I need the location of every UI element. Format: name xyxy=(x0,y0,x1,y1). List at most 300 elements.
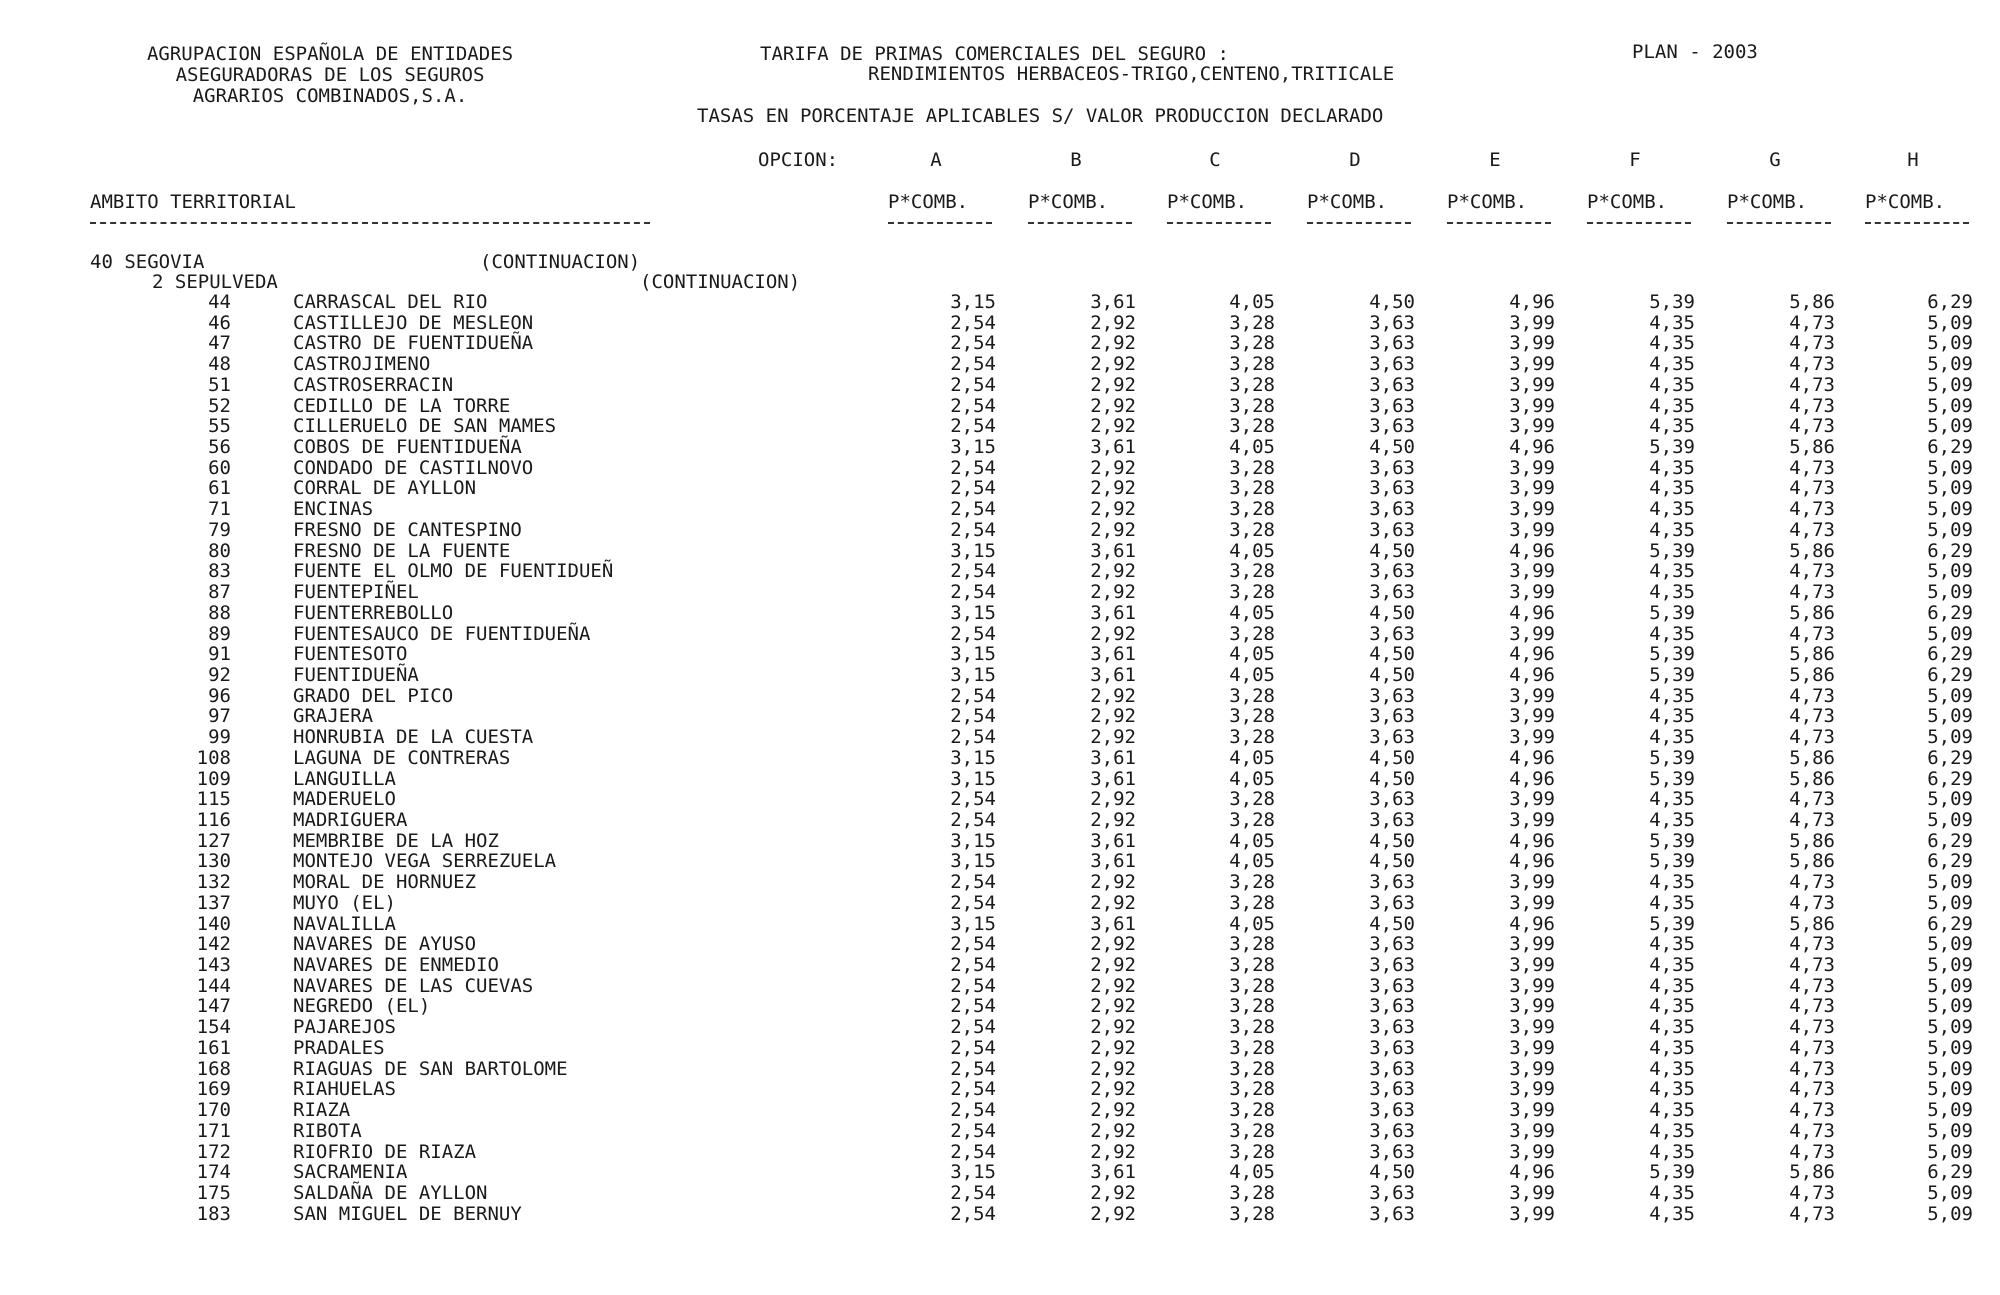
rate-e: 3,99 xyxy=(1509,1140,1555,1163)
column-header-b: P*COMB. xyxy=(1028,191,1109,213)
rate-d: 3,63 xyxy=(1369,456,1415,479)
rate-c: 3,28 xyxy=(1229,581,1275,604)
rate-h: 5,09 xyxy=(1927,705,1973,728)
municipality-code: 116 xyxy=(196,809,231,831)
municipality-name: NAVARES DE AYUSO xyxy=(293,933,477,956)
rate-g: 4,73 xyxy=(1789,705,1835,728)
municipality-code: 143 xyxy=(196,954,231,977)
rate-e: 4,96 xyxy=(1509,643,1555,666)
municipality-code: 115 xyxy=(196,788,231,811)
rate-a: 3,15 xyxy=(950,436,996,459)
rate-b: 3,61 xyxy=(1090,643,1136,666)
rate-d: 3,63 xyxy=(1369,891,1415,914)
table-row xyxy=(0,1079,2000,1099)
table-row xyxy=(0,1204,2000,1224)
rate-d: 3,63 xyxy=(1369,726,1415,749)
table-row xyxy=(0,313,2000,333)
municipality-code: 170 xyxy=(196,1099,231,1122)
rate-f: 5,39 xyxy=(1649,643,1695,666)
table-row xyxy=(0,893,2000,913)
rate-h: 5,09 xyxy=(1927,1057,1973,1080)
rate-c: 3,28 xyxy=(1229,394,1275,417)
plan-year: PLAN - 2003 xyxy=(1632,41,1758,63)
rate-b: 2,92 xyxy=(1090,809,1136,831)
rate-d: 3,63 xyxy=(1369,705,1415,728)
column-underline-e xyxy=(1447,222,1551,224)
rate-f: 4,35 xyxy=(1649,788,1695,811)
rate-d: 3,63 xyxy=(1369,415,1415,438)
rate-b: 2,92 xyxy=(1090,373,1136,396)
rate-g: 4,73 xyxy=(1789,726,1835,749)
rate-e: 4,96 xyxy=(1509,291,1555,313)
rate-f: 4,35 xyxy=(1649,995,1695,1018)
rate-h: 5,09 xyxy=(1927,684,1973,707)
table-row xyxy=(0,478,2000,498)
column-underline-b xyxy=(1028,222,1132,224)
municipality-name: RIAHUELAS xyxy=(293,1078,396,1101)
rate-a: 2,54 xyxy=(950,788,996,811)
rate-a: 2,54 xyxy=(950,1099,996,1122)
table-row xyxy=(0,333,2000,353)
table-row xyxy=(0,375,2000,395)
municipality-name: PAJAREJOS xyxy=(293,1016,396,1039)
table-row xyxy=(0,520,2000,540)
rate-f: 4,35 xyxy=(1649,809,1695,831)
table-row xyxy=(0,748,2000,768)
rate-b: 2,92 xyxy=(1090,995,1136,1018)
rate-c: 4,05 xyxy=(1229,436,1275,459)
rate-b: 2,92 xyxy=(1090,498,1136,521)
rate-g: 4,73 xyxy=(1789,954,1835,977)
rate-c: 3,28 xyxy=(1229,1181,1275,1204)
rate-f: 4,35 xyxy=(1649,705,1695,728)
municipality-name: NAVALILLA xyxy=(293,912,396,935)
rate-e: 3,99 xyxy=(1509,1119,1555,1142)
rate-g: 4,73 xyxy=(1789,1181,1835,1204)
municipality-code: 80 xyxy=(208,539,231,562)
rate-a: 2,54 xyxy=(950,518,996,541)
table-row xyxy=(0,1017,2000,1037)
rate-b: 3,61 xyxy=(1090,1161,1136,1184)
rate-h: 5,09 xyxy=(1927,891,1973,914)
rate-d: 4,50 xyxy=(1369,291,1415,313)
rate-d: 4,50 xyxy=(1369,601,1415,624)
municipality-name: SAN MIGUEL DE BERNUY xyxy=(293,1202,522,1225)
rate-h: 5,09 xyxy=(1927,995,1973,1018)
rate-d: 3,63 xyxy=(1369,974,1415,997)
rate-f: 5,39 xyxy=(1649,912,1695,935)
rate-d: 3,63 xyxy=(1369,995,1415,1018)
rate-f: 5,39 xyxy=(1649,829,1695,852)
rate-d: 3,63 xyxy=(1369,311,1415,334)
rate-g: 4,73 xyxy=(1789,622,1835,645)
rate-h: 5,09 xyxy=(1927,477,1973,500)
scope-underline xyxy=(90,222,650,224)
rate-e: 4,96 xyxy=(1509,663,1555,686)
rate-h: 6,29 xyxy=(1927,539,1973,562)
rate-e: 4,96 xyxy=(1509,912,1555,935)
table-row xyxy=(0,1121,2000,1141)
rate-c: 3,28 xyxy=(1229,954,1275,977)
rate-a: 2,54 xyxy=(950,1057,996,1080)
rate-b: 2,92 xyxy=(1090,1036,1136,1059)
rate-h: 5,09 xyxy=(1927,1099,1973,1122)
rate-d: 4,50 xyxy=(1369,539,1415,562)
rate-h: 6,29 xyxy=(1927,643,1973,666)
rate-f: 5,39 xyxy=(1649,291,1695,313)
rate-e: 3,99 xyxy=(1509,1036,1555,1059)
rate-h: 5,09 xyxy=(1927,1140,1973,1163)
rate-h: 5,09 xyxy=(1927,498,1973,521)
rate-a: 2,54 xyxy=(950,311,996,334)
rate-f: 4,35 xyxy=(1649,622,1695,645)
rate-b: 3,61 xyxy=(1090,601,1136,624)
municipality-name: MORAL DE HORNUEZ xyxy=(293,871,477,894)
rate-c: 3,28 xyxy=(1229,891,1275,914)
rate-f: 4,35 xyxy=(1649,954,1695,977)
municipality-name: SACRAMENIA xyxy=(293,1161,408,1184)
municipality-code: 55 xyxy=(208,415,231,438)
municipality-name: RIAZA xyxy=(293,1099,351,1122)
rate-h: 5,09 xyxy=(1927,373,1973,396)
rate-g: 5,86 xyxy=(1789,291,1835,313)
rate-b: 2,92 xyxy=(1090,1119,1136,1142)
rate-e: 3,99 xyxy=(1509,933,1555,956)
rate-h: 5,09 xyxy=(1927,1078,1973,1101)
scope-label: AMBITO TERRITORIAL xyxy=(90,191,296,213)
municipality-name: MONTEJO VEGA SERREZUELA xyxy=(293,850,557,873)
rate-b: 2,92 xyxy=(1090,1181,1136,1204)
rate-c: 3,28 xyxy=(1229,311,1275,334)
rate-c: 3,28 xyxy=(1229,705,1275,728)
rate-b: 2,92 xyxy=(1090,622,1136,645)
rate-e: 3,99 xyxy=(1509,809,1555,831)
rate-g: 4,73 xyxy=(1789,809,1835,831)
rate-d: 3,63 xyxy=(1369,809,1415,831)
rate-g: 4,73 xyxy=(1789,871,1835,894)
municipality-name: CILLERUELO DE SAN MAMES xyxy=(293,415,557,438)
rate-g: 4,73 xyxy=(1789,974,1835,997)
municipality-code: 169 xyxy=(196,1078,231,1101)
option-a: A xyxy=(930,149,942,171)
rate-e: 4,96 xyxy=(1509,746,1555,769)
municipality-name: SALDAÑA DE AYLLON xyxy=(293,1181,488,1204)
municipality-name: RIBOTA xyxy=(293,1119,362,1142)
municipality-code: 183 xyxy=(196,1202,231,1225)
table-row xyxy=(0,996,2000,1016)
table-row xyxy=(0,603,2000,623)
rate-g: 4,73 xyxy=(1789,1099,1835,1122)
rate-c: 3,28 xyxy=(1229,1036,1275,1059)
municipality-code: 109 xyxy=(196,767,231,790)
table-row xyxy=(0,1162,2000,1182)
table-row xyxy=(0,396,2000,416)
rate-c: 3,28 xyxy=(1229,871,1275,894)
municipality-code: 142 xyxy=(196,933,231,956)
table-row xyxy=(0,934,2000,954)
rate-g: 5,86 xyxy=(1789,767,1835,790)
municipality-name: RIAGUAS DE SAN BARTOLOME xyxy=(293,1057,568,1080)
rate-c: 4,05 xyxy=(1229,663,1275,686)
rate-g: 4,73 xyxy=(1789,788,1835,811)
rate-h: 5,09 xyxy=(1927,581,1973,604)
rate-a: 2,54 xyxy=(950,1202,996,1225)
rate-b: 3,61 xyxy=(1090,829,1136,852)
table-row xyxy=(0,1038,2000,1058)
rate-a: 3,15 xyxy=(950,829,996,852)
rate-f: 4,35 xyxy=(1649,1140,1695,1163)
rate-f: 4,35 xyxy=(1649,891,1695,914)
rate-a: 3,15 xyxy=(950,539,996,562)
column-header-a: P*COMB. xyxy=(888,191,969,213)
municipality-code: 140 xyxy=(196,912,231,935)
rate-e: 3,99 xyxy=(1509,684,1555,707)
rate-g: 4,73 xyxy=(1789,995,1835,1018)
option-f: F xyxy=(1629,149,1641,171)
rate-a: 2,54 xyxy=(950,477,996,500)
municipality-name: CASTRO DE FUENTIDUEÑA xyxy=(293,332,534,355)
rate-e: 3,99 xyxy=(1509,373,1555,396)
municipality-name: CASTROJIMENO xyxy=(293,353,431,376)
rate-c: 4,05 xyxy=(1229,643,1275,666)
rate-b: 3,61 xyxy=(1090,291,1136,313)
rate-c: 3,28 xyxy=(1229,788,1275,811)
rate-a: 3,15 xyxy=(950,746,996,769)
rate-d: 4,50 xyxy=(1369,829,1415,852)
rate-a: 2,54 xyxy=(950,995,996,1018)
rate-a: 3,15 xyxy=(950,912,996,935)
municipality-name: MUYO (EL) xyxy=(293,891,396,914)
rate-b: 2,92 xyxy=(1090,871,1136,894)
rate-g: 4,73 xyxy=(1789,1078,1835,1101)
rate-h: 5,09 xyxy=(1927,809,1973,831)
rate-c: 3,28 xyxy=(1229,332,1275,355)
rate-h: 6,29 xyxy=(1927,601,1973,624)
rate-b: 2,92 xyxy=(1090,394,1136,417)
rate-c: 3,28 xyxy=(1229,353,1275,376)
municipality-code: 89 xyxy=(208,622,231,645)
rate-e: 3,99 xyxy=(1509,871,1555,894)
rate-h: 5,09 xyxy=(1927,560,1973,583)
municipality-code: 87 xyxy=(208,581,231,604)
rate-g: 4,73 xyxy=(1789,1016,1835,1039)
rate-c: 3,28 xyxy=(1229,726,1275,749)
rate-b: 2,92 xyxy=(1090,726,1136,749)
rate-h: 5,09 xyxy=(1927,954,1973,977)
rate-c: 4,05 xyxy=(1229,829,1275,852)
rate-a: 2,54 xyxy=(950,581,996,604)
rate-d: 3,63 xyxy=(1369,560,1415,583)
column-header-e: P*COMB. xyxy=(1447,191,1528,213)
municipality-code: 92 xyxy=(208,663,231,686)
rate-b: 2,92 xyxy=(1090,518,1136,541)
rate-e: 3,99 xyxy=(1509,332,1555,355)
rate-a: 2,54 xyxy=(950,1078,996,1101)
municipality-name: HONRUBIA DE LA CUESTA xyxy=(293,726,534,749)
municipality-code: 175 xyxy=(196,1181,231,1204)
column-underline-g xyxy=(1727,222,1831,224)
column-underline-h xyxy=(1865,222,1969,224)
rate-d: 3,63 xyxy=(1369,518,1415,541)
municipality-code: 137 xyxy=(196,891,231,914)
rate-h: 6,29 xyxy=(1927,829,1973,852)
rate-c: 3,28 xyxy=(1229,477,1275,500)
rate-c: 3,28 xyxy=(1229,933,1275,956)
municipality-code: 171 xyxy=(196,1119,231,1142)
table-row xyxy=(0,561,2000,581)
municipality-name: FUENTESOTO xyxy=(293,643,408,666)
rate-c: 3,28 xyxy=(1229,498,1275,521)
rate-b: 2,92 xyxy=(1090,560,1136,583)
municipality-code: 154 xyxy=(196,1016,231,1039)
rate-a: 2,54 xyxy=(950,705,996,728)
rate-a: 2,54 xyxy=(950,456,996,479)
table-row xyxy=(0,582,2000,602)
rate-g: 5,86 xyxy=(1789,829,1835,852)
rate-h: 6,29 xyxy=(1927,767,1973,790)
rate-a: 2,54 xyxy=(950,891,996,914)
rate-f: 4,35 xyxy=(1649,974,1695,997)
rate-d: 3,63 xyxy=(1369,684,1415,707)
rate-d: 3,63 xyxy=(1369,373,1415,396)
rate-d: 3,63 xyxy=(1369,1202,1415,1225)
option-d: D xyxy=(1349,149,1361,171)
municipality-name: FRESNO DE CANTESPINO xyxy=(293,518,522,541)
rate-e: 3,99 xyxy=(1509,394,1555,417)
municipality-code: 172 xyxy=(196,1140,231,1163)
rate-g: 5,86 xyxy=(1789,746,1835,769)
rate-f: 4,35 xyxy=(1649,1202,1695,1225)
rate-f: 5,39 xyxy=(1649,767,1695,790)
company-name-line-2: ASEGURADORAS DE LOS SEGUROS xyxy=(175,64,485,86)
rate-f: 4,35 xyxy=(1649,353,1695,376)
rate-d: 3,63 xyxy=(1369,353,1415,376)
rate-d: 3,63 xyxy=(1369,477,1415,500)
rate-e: 3,99 xyxy=(1509,498,1555,521)
rate-c: 3,28 xyxy=(1229,1099,1275,1122)
rate-d: 3,63 xyxy=(1369,622,1415,645)
rate-h: 5,09 xyxy=(1927,1016,1973,1039)
rate-e: 4,96 xyxy=(1509,829,1555,852)
rate-f: 4,35 xyxy=(1649,726,1695,749)
municipality-name: CONDADO DE CASTILNOVO xyxy=(293,456,534,479)
rate-f: 5,39 xyxy=(1649,436,1695,459)
rate-g: 4,73 xyxy=(1789,581,1835,604)
municipality-name: CORRAL DE AYLLON xyxy=(293,477,477,500)
rate-f: 4,35 xyxy=(1649,1057,1695,1080)
rate-b: 2,92 xyxy=(1090,933,1136,956)
rate-f: 5,39 xyxy=(1649,601,1695,624)
table-row xyxy=(0,1100,2000,1120)
rate-d: 3,63 xyxy=(1369,1057,1415,1080)
municipality-code: 71 xyxy=(208,498,231,521)
rate-a: 3,15 xyxy=(950,767,996,790)
municipality-name: MADRIGUERA xyxy=(293,809,408,831)
rate-g: 4,73 xyxy=(1789,353,1835,376)
rate-h: 5,09 xyxy=(1927,394,1973,417)
rate-g: 4,73 xyxy=(1789,456,1835,479)
municipality-code: 168 xyxy=(196,1057,231,1080)
municipality-name: GRADO DEL PICO xyxy=(293,684,454,707)
rate-h: 5,09 xyxy=(1927,456,1973,479)
municipality-code: 96 xyxy=(208,684,231,707)
rate-c: 3,28 xyxy=(1229,456,1275,479)
rate-d: 4,50 xyxy=(1369,912,1415,935)
rate-g: 4,73 xyxy=(1789,1119,1835,1142)
municipality-name: FUENTE EL OLMO DE FUENTIDUEÑ xyxy=(293,560,614,583)
municipality-name: MADERUELO xyxy=(293,788,396,811)
rate-e: 3,99 xyxy=(1509,1016,1555,1039)
table-row xyxy=(0,292,2000,312)
rate-c: 3,28 xyxy=(1229,1078,1275,1101)
rate-d: 3,63 xyxy=(1369,954,1415,977)
table-row xyxy=(0,644,2000,664)
rate-f: 4,35 xyxy=(1649,871,1695,894)
rate-d: 4,50 xyxy=(1369,643,1415,666)
column-underline-a xyxy=(888,222,992,224)
municipality-code: 174 xyxy=(196,1161,231,1184)
municipality-code: 79 xyxy=(208,518,231,541)
rate-g: 4,73 xyxy=(1789,477,1835,500)
rate-a: 3,15 xyxy=(950,663,996,686)
rate-f: 4,35 xyxy=(1649,1099,1695,1122)
column-header-d: P*COMB. xyxy=(1307,191,1388,213)
rate-f: 4,35 xyxy=(1649,518,1695,541)
rate-g: 4,73 xyxy=(1789,332,1835,355)
rate-g: 5,86 xyxy=(1789,539,1835,562)
rate-h: 5,09 xyxy=(1927,353,1973,376)
rate-f: 4,35 xyxy=(1649,933,1695,956)
rate-b: 2,92 xyxy=(1090,788,1136,811)
rate-e: 4,96 xyxy=(1509,436,1555,459)
option-g: G xyxy=(1769,149,1781,171)
rate-c: 3,28 xyxy=(1229,415,1275,438)
table-row xyxy=(0,810,2000,830)
rate-d: 3,63 xyxy=(1369,933,1415,956)
municipality-name: LAGUNA DE CONTRERAS xyxy=(293,746,511,769)
comarca-heading: 2 SEPULVEDA xyxy=(152,271,278,293)
rate-h: 5,09 xyxy=(1927,1119,1973,1142)
rate-c: 3,28 xyxy=(1229,1140,1275,1163)
rate-e: 3,99 xyxy=(1509,705,1555,728)
tariff-title: TARIFA DE PRIMAS COMERCIALES DEL SEGURO : xyxy=(760,43,1229,65)
rate-c: 3,28 xyxy=(1229,1057,1275,1080)
rate-g: 5,86 xyxy=(1789,1161,1835,1184)
rate-b: 2,92 xyxy=(1090,1140,1136,1163)
rate-c: 4,05 xyxy=(1229,291,1275,313)
table-row xyxy=(0,437,2000,457)
municipality-name: CASTROSERRACIN xyxy=(293,373,454,396)
rate-c: 4,05 xyxy=(1229,539,1275,562)
option-c: C xyxy=(1209,149,1221,171)
rate-b: 2,92 xyxy=(1090,332,1136,355)
tariff-subtitle: RENDIMIENTOS HERBACEOS-TRIGO,CENTENO,TRITICALE xyxy=(868,63,1395,85)
rate-a: 2,54 xyxy=(950,498,996,521)
municipality-code: 132 xyxy=(196,871,231,894)
table-row xyxy=(0,955,2000,975)
rate-c: 4,05 xyxy=(1229,601,1275,624)
rate-a: 2,54 xyxy=(950,373,996,396)
rate-e: 3,99 xyxy=(1509,954,1555,977)
rate-h: 5,09 xyxy=(1927,1181,1973,1204)
rate-e: 3,99 xyxy=(1509,788,1555,811)
rate-h: 5,09 xyxy=(1927,1202,1973,1225)
rate-f: 4,35 xyxy=(1649,477,1695,500)
rate-b: 2,92 xyxy=(1090,1099,1136,1122)
municipality-code: 91 xyxy=(208,643,231,666)
rate-d: 4,50 xyxy=(1369,436,1415,459)
rate-f: 5,39 xyxy=(1649,746,1695,769)
